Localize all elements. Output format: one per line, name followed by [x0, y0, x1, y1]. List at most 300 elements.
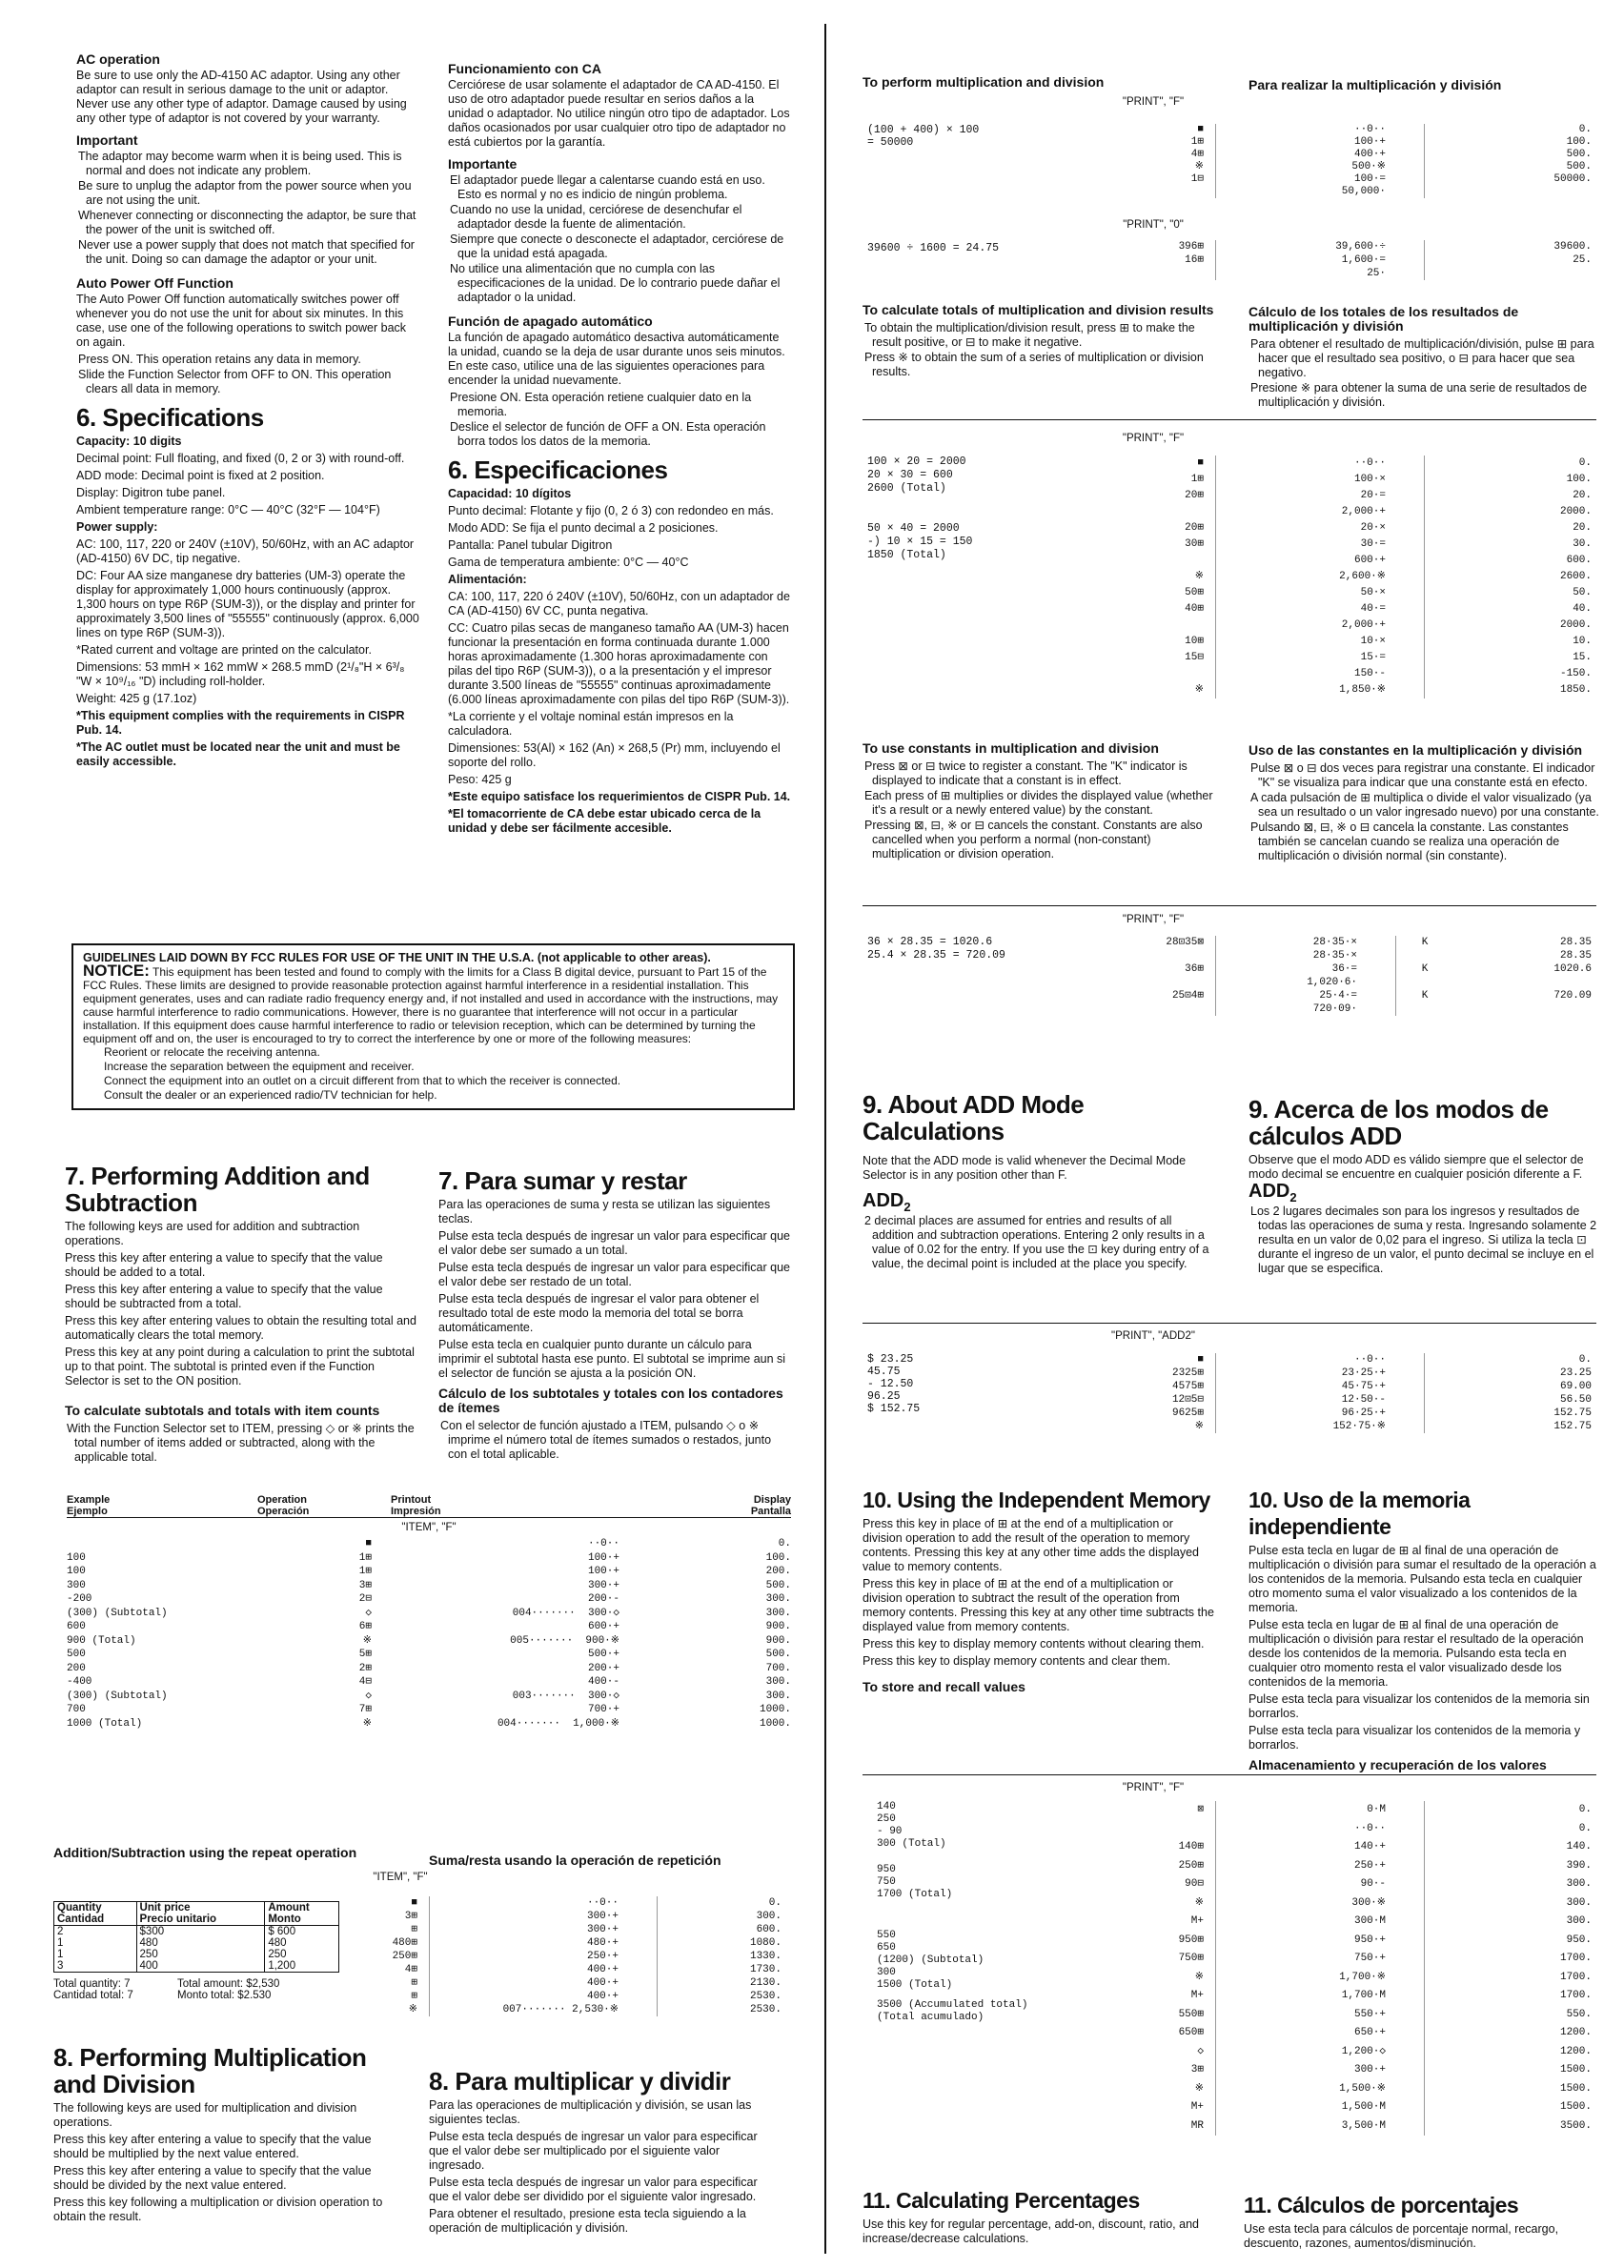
op-printout: 480·+ — [429, 1936, 658, 1950]
store-ex-line: 1500 (Total) — [877, 1979, 953, 1991]
s10-en-item: Press this key in place of ⊞ at the end of a multiplication or division operation to add the result of the operation to memory contents. Pressing this key at any other time adds the displayed value to memory contents. — [863, 1517, 1199, 1573]
op-key: 36⊞ — [1185, 963, 1204, 975]
op-row — [1125, 650, 1592, 666]
op-row — [1125, 1380, 1592, 1393]
spec-es-item: Alimentación: — [448, 573, 527, 586]
op-row — [1125, 186, 1592, 198]
ex-example: 100 — [67, 1551, 86, 1564]
op-display: 2000. — [1559, 619, 1592, 631]
op-display: 500. — [1566, 149, 1592, 160]
op-display: 300. — [1566, 1878, 1592, 1890]
ex-example: 600 — [67, 1621, 86, 1632]
tot-en-item: To obtain the multiplication/division result, press ⊞ to make the result positive, or ⊟ to make it negative. — [864, 321, 1195, 349]
op-key: ■ — [1197, 457, 1204, 469]
ex-operation: 2⊞ — [358, 1662, 372, 1674]
spec-en-item: *Rated current and voltage are printed on the calculator. — [76, 643, 372, 657]
op-printout: 3,500·M — [1215, 2117, 1425, 2136]
op-key: 650⊞ — [1178, 2027, 1204, 2038]
section9-es — [1248, 1096, 1601, 1277]
ex-printout: 700·+ — [587, 1704, 619, 1715]
op-printout: 25· — [1215, 267, 1425, 280]
op-display: 3500. — [1559, 2119, 1592, 2132]
ex-rows — [67, 1537, 791, 1731]
op-printout: 28·35·× 28·35·× — [1215, 936, 1396, 962]
op-key: 25⊡4⊞ — [1171, 990, 1204, 1002]
op-key: 250⊞ — [392, 1951, 417, 1962]
fcc-title: GUIDELINES LAID DOWN BY FCC RULES FOR USE OF THE UNIT IN THE U.S.A. (not applicable to other areas). — [83, 951, 711, 964]
op-row — [1125, 601, 1592, 618]
op-row — [1125, 618, 1592, 634]
op-printout: 1,500·M — [1215, 2098, 1425, 2117]
table-cell: 1,200 — [268, 1960, 296, 1972]
op-printout: 400·+ — [429, 1976, 658, 1990]
tot-ex-line: 2600 (Total) — [867, 482, 946, 495]
table-cell: 480 — [136, 1937, 265, 1949]
op-display: 550. — [1566, 2008, 1592, 2020]
ac-en-body: Be sure to use only the AD-4150 AC adaptor. Using any other adaptor can result in serious damage to the unit or adaptor. Never use any other type of adaptor. Damage caused by using any other type of adaptor is not covered by your warranty. — [76, 69, 407, 125]
table-cell: 480 — [268, 1937, 287, 1949]
op-row — [362, 1910, 782, 1923]
store-ex-line: 300 — [877, 1967, 896, 1978]
op-printout: 2,000·+ — [1215, 618, 1425, 634]
op-row — [1125, 2080, 1592, 2099]
add-ops — [1125, 1353, 1592, 1433]
op-row — [1125, 2006, 1592, 2025]
item-en-body: With the Function Selector set to ITEM, pressing ◇ or ※ prints the total number of items added or subtracted, along with the applicable total. — [67, 1422, 415, 1464]
ex-example: 700 — [67, 1704, 86, 1715]
ex-example: 1000 (Total) — [67, 1717, 143, 1730]
table-cell: 250 — [268, 1949, 287, 1960]
op-key: 1⊞ — [1190, 136, 1204, 148]
op-key: MR — [1190, 2119, 1204, 2132]
const-es-item: A cada pulsación de ⊞ multiplica o divide el valor visualizado (ya sea un resultado o un valor ingresado nuevo) por una constante. — [1250, 791, 1599, 819]
op-display: 0. — [1578, 1822, 1592, 1834]
op-printout: 550·+ — [1215, 2006, 1425, 2025]
spec-es-item: *La corriente y el voltaje nominal están impresos en la calculadora. — [448, 710, 734, 738]
ac-es-body: Cerciórese de usar solamente el adaptador de CA AD-4150. El uso de otro adaptador puede resultar en serios daños a la unidad o adaptador. No utilice ningún otro tipo de adaptador. Los daños ocasionados por usar cualquier otro tipo de adaptador no está cubiertos por la garantía. — [448, 78, 790, 149]
section9-en — [863, 1091, 1215, 1272]
op-key: 50⊞ — [1185, 587, 1204, 598]
item-es-body: Con el selector de función ajustado a ITEM, pulsando ◇ o ※ imprime el número total de ítemes sumados o restados, junto con el total aplicable. — [440, 1419, 772, 1461]
fcc-item: Consult the dealer or an experienced radio/TV technician for help. — [104, 1088, 437, 1102]
const-ex-line: 25.4 × 28.35 = 720.09 — [867, 949, 1005, 962]
important-en-label: Important — [76, 132, 138, 148]
op-display: 720.09 — [1553, 990, 1592, 1002]
op-printout: 25·4·= 720·09· — [1215, 989, 1396, 1016]
repeat-total: Total amount: $2,530 — [177, 1978, 280, 1990]
repeat-mode: "ITEM", "F" — [373, 1872, 428, 1883]
op-printout: 50,000· — [1215, 186, 1425, 198]
op-row — [1125, 1420, 1592, 1433]
ex-printout: 300·+ — [587, 1579, 619, 1591]
op-key: 15⊟ — [1185, 652, 1204, 663]
ex-display: 300. — [765, 1607, 791, 1619]
important-en-item: Never use a power supply that does not match that specified for the unit. Doing so can damage the adaptor or your unit. — [78, 238, 415, 266]
apo-es-item: Deslice el selector de función de OFF a ON. Esta operación borra todos los datos de la memoria. — [450, 420, 766, 448]
s11-es-title: 11. Cálculos de porcentajes — [1244, 2193, 1519, 2217]
add-ex-line: 96.25 — [867, 1390, 901, 1403]
tot-es-title: Cálculo de los totales de los resultados de multiplicación y división — [1248, 304, 1519, 334]
store-mode: "PRINT", "F" — [1122, 1782, 1185, 1793]
ex-row — [67, 1579, 791, 1593]
ex-display: 500. — [765, 1579, 791, 1591]
store-ex-line: 1700 (Total) — [877, 1889, 953, 1900]
store-ops — [1125, 1801, 1592, 2136]
left-column-es — [448, 62, 791, 839]
s7-es-item: Pulse esta tecla después de ingresar un valor para especificar que el valor debe ser sumado a un total. — [438, 1229, 790, 1257]
op-display: 25. — [1573, 254, 1592, 266]
spec-en-item: *This equipment complies with the requirements in CISPR Pub. 14. — [76, 709, 405, 737]
ex-printout: 200·- — [587, 1593, 619, 1605]
op-display: 0. — [1578, 1354, 1592, 1366]
op-key — [1125, 186, 1215, 198]
repeat-en-title: Addition/Subtraction using the repeat operation — [53, 1845, 357, 1860]
op-row — [1125, 537, 1592, 553]
ex-display: 1000. — [759, 1717, 791, 1730]
op-printout: 500·※ — [1215, 161, 1425, 173]
op-printout: 90·- — [1215, 1875, 1425, 1894]
store-ex-line: 3500 (Accumulated total) (Total acumulado) — [877, 1999, 1028, 2023]
op-printout: 40·= — [1215, 601, 1425, 618]
md-ex1-ops — [1125, 124, 1592, 198]
tot-ex — [867, 456, 1058, 562]
op-key — [1125, 618, 1215, 634]
op-row — [1125, 2117, 1592, 2136]
op-display: 390. — [1566, 1859, 1592, 1872]
op-printout: 150·- — [1215, 666, 1425, 682]
ex-display: 300. — [765, 1593, 791, 1605]
important-en-item: Whenever connecting or disconnecting the adaptor, be sure that the power of the unit is switched off. — [78, 209, 416, 236]
spec-es-item: Capacidad: 10 dígitos — [448, 487, 572, 500]
op-row — [1125, 569, 1592, 585]
important-es-item: Siempre que conecte o desconecte el adaptador, cerciórese de que la unidad está apagada. — [450, 233, 784, 260]
op-row — [1125, 1838, 1592, 1857]
op-display: 30. — [1573, 538, 1592, 550]
s8-es-intro: Para las operaciones de multiplicación y división, se usan las siguientes teclas. — [429, 2098, 752, 2126]
ex-header-example: Example Ejemplo — [67, 1494, 111, 1517]
op-row — [1125, 634, 1592, 650]
op-printout: 96·25·+ — [1215, 1407, 1425, 1420]
op-row — [1125, 1875, 1592, 1894]
op-key — [1125, 267, 1215, 280]
repeat-total: Total quantity: 7 — [53, 1978, 131, 1990]
op-key: ⊠ — [1197, 1804, 1204, 1815]
apo-es-item: Presione ON. Esta operación retiene cualquier dato en la memoria. — [450, 391, 752, 418]
op-key: ⊞ — [411, 1977, 417, 1989]
op-display: 500. — [1566, 161, 1592, 172]
op-key: 950⊞ — [1178, 1934, 1204, 1946]
ex-operation: ※ — [362, 1717, 372, 1730]
table-row — [54, 1926, 339, 1938]
ac-es-title: Funcionamiento con CA — [448, 61, 601, 76]
store-ex-line: 550 — [877, 1930, 896, 1941]
item-example-table — [67, 1494, 791, 1731]
tot-en — [863, 303, 1215, 380]
op-display: 600. — [756, 1924, 782, 1935]
add2-en-label: $ADD_2$ — [863, 1190, 911, 1214]
op-key: 90⊟ — [1185, 1878, 1204, 1890]
op-display: 1200. — [1559, 2027, 1592, 2038]
op-key: 4⊞ — [404, 1964, 417, 1975]
store-ex-line: 300 (Total) — [877, 1838, 946, 1850]
op-display: 1730. — [749, 1964, 782, 1975]
op-display — [1425, 267, 1592, 280]
ex-display: 300. — [765, 1676, 791, 1688]
s7-en-item: Press this key at any point during a calculation to print the subtotal up to that point. The subtotal is printed even if the Function Selector is set to the ON position. — [65, 1346, 415, 1387]
spec-en-item: Decimal point: Full floating, and fixed (0, 2 or 3) with round-off. — [76, 452, 405, 465]
add-ex-line: $ 152.75 — [867, 1403, 921, 1415]
repeat-total: Cantidad total: 7 — [53, 1990, 133, 2001]
ex-display: 500. — [765, 1649, 791, 1660]
op-display: 152.75 — [1553, 1421, 1592, 1432]
const-ops — [1096, 936, 1592, 1016]
store-ex-line: - 90 — [877, 1826, 903, 1837]
op-display: 20. — [1573, 490, 1592, 501]
op-printout: 1,600·= — [1215, 253, 1425, 267]
op-key: ■ — [411, 1897, 417, 1909]
s9-en-title: 9. About ADD Mode Calculations — [863, 1090, 1085, 1145]
ex-printout: 003······· 300·◇ — [512, 1690, 619, 1702]
op-key: 16⊞ — [1185, 254, 1204, 266]
s7-en-item: Press this key after entering values to obtain the resulting total and automatically clears the total memory. — [65, 1314, 416, 1342]
store-ex-line: (1200) (Subtotal) — [877, 1954, 985, 1966]
op-row — [1125, 1353, 1592, 1367]
op-key: 2325⊞ — [1171, 1367, 1204, 1379]
fcc-item: Connect the equipment into an outlet on a circuit different from that to which the receiver is connected. — [104, 1074, 621, 1087]
tot-ex-line: 100 × 20 = 2000 — [867, 456, 966, 468]
op-key: ※ — [1194, 161, 1204, 172]
ex-example: -200 — [67, 1593, 92, 1605]
op-printout: 50·× — [1215, 585, 1425, 601]
ex-display: 900. — [765, 1621, 791, 1632]
important-es-item: Cuando no use la unidad, cerciórese de desenchufar el adaptador desde la fuente de alimentación. — [450, 203, 742, 231]
op-indicator: K — [1421, 937, 1429, 948]
op-key: ※ — [1194, 2082, 1204, 2095]
op-key: ※ — [1194, 571, 1204, 582]
tot-en-title: To calculate totals of multiplication and division results — [863, 302, 1214, 317]
op-display: 1330. — [749, 1951, 782, 1962]
op-row — [1125, 240, 1592, 253]
op-key: 10⊞ — [1185, 636, 1204, 647]
ex-operation: 6⊞ — [358, 1621, 372, 1632]
op-key: M+ — [1190, 1990, 1204, 2001]
op-row — [1125, 1913, 1592, 1932]
s8-es-title: 8. Para multiplicar y dividir — [429, 2067, 731, 2096]
spec-en-item: *The AC outlet must be located near the unit and must be easily accessible. — [76, 740, 400, 768]
op-key: ◇ — [1197, 2045, 1204, 2057]
op-printout: 600·+ — [1215, 553, 1425, 569]
op-row — [1125, 504, 1592, 520]
spec-en-item: Display: Digitron tube panel. — [76, 486, 226, 499]
op-display — [1425, 186, 1592, 198]
op-printout: ··0·· — [1215, 124, 1425, 136]
apo-es-title: Función de apagado automático — [448, 314, 653, 329]
op-display: 50000. — [1553, 173, 1592, 185]
ex-display: 200. — [765, 1566, 791, 1577]
op-row — [1125, 1950, 1592, 1969]
op-row — [362, 1923, 782, 1936]
op-display: 1500. — [1559, 2101, 1592, 2113]
op-printout: 140·+ — [1215, 1838, 1425, 1857]
s7-en-item: Press this key after entering a value to specify that the value should be added to a total. — [65, 1251, 383, 1279]
op-display: 1500. — [1559, 2064, 1592, 2076]
op-printout: 300·※ — [1215, 1894, 1425, 1914]
ex-example — [67, 1537, 257, 1551]
store-es-title: Almacenamiento y recuperación de los valores — [1248, 1757, 1547, 1772]
ex-operation: 2⊟ — [358, 1593, 372, 1605]
op-printout: 250·+ — [429, 1950, 658, 1963]
ex-operation: 7⊞ — [358, 1704, 372, 1715]
s7-es-intro: Para las operaciones de suma y resta se utilizan las siguientes teclas. — [438, 1198, 771, 1225]
op-row — [1125, 1367, 1592, 1380]
ex-row — [67, 1592, 791, 1607]
ex-example: (300) (Subtotal) — [67, 1607, 168, 1619]
add2-en-body: 2 decimal places are assumed for entries and results of all addition and subtraction operations. Entering 2 only results in a value of 0.02 for the entry. If you use the ⊡ key during entry of a value, the decimal point is included at the place you specify. — [864, 1214, 1209, 1270]
op-printout: 400·+ — [429, 1963, 658, 1976]
const-es-title: Uso de las constantes en la multiplicación y división — [1248, 742, 1583, 758]
fcc-item: Increase the separation between the equipment and receiver. — [104, 1060, 415, 1073]
important-es-item: El adaptador puede llegar a calentarse cuando está en uso. Esto es normal y no es indicio de ningún problema. — [450, 173, 765, 201]
ex-operation: 1⊞ — [358, 1551, 372, 1564]
op-display: 300. — [1566, 1915, 1592, 1927]
s7-es-title: 7. Para sumar y restar — [438, 1166, 687, 1195]
s9-es-title: 9. Acerca de los modos de cálculos ADD — [1248, 1095, 1549, 1150]
op-printout: 300·+ — [429, 1910, 658, 1923]
section11-en — [863, 2187, 1215, 2249]
ac-en-title: AC operation — [76, 51, 160, 67]
op-printout: 152·75·※ — [1215, 1420, 1425, 1433]
ex-printout: 005······· 900·※ — [510, 1634, 619, 1647]
op-printout: 2,000·+ — [1215, 504, 1425, 520]
op-display: 1850. — [1559, 684, 1592, 696]
op-row — [1125, 267, 1592, 280]
op-display: 10. — [1573, 636, 1592, 647]
add-ex-line: - 12.50 — [867, 1378, 914, 1390]
ex-display: 700. — [765, 1662, 791, 1674]
store-ex-line: 650 — [877, 1942, 896, 1954]
s8-en-title: 8. Performing Multiplication and Division — [53, 2043, 367, 2098]
table-cell: 400 — [136, 1960, 265, 1973]
md-ex2-ops — [1125, 240, 1592, 280]
op-key: 3⊞ — [1190, 2064, 1204, 2076]
op-printout: 400·+ — [429, 1990, 658, 2003]
op-printout: 1,500·※ — [1215, 2080, 1425, 2099]
op-printout: 2,600·※ — [1215, 569, 1425, 585]
apo-es-body: La función de apagado automático desactiva automáticamente la unidad, cuando se la deja de usar durante unos seis minutos. En este caso, utilice una de las siguientes operaciones para encender la unidad nuevamente. — [448, 331, 785, 387]
op-display: 1700. — [1559, 1953, 1592, 1964]
op-display: 0. — [768, 1897, 782, 1909]
op-printout: 100·= — [1215, 173, 1425, 186]
const-es-item: Pulse ⊠ o ⊟ dos veces para registrar una constante. El indicador "K" se visualiza para indicar que una constante está en efecto. — [1250, 761, 1595, 789]
ex-header-printout: Printout Impresión — [391, 1494, 441, 1517]
op-display: 39600. — [1553, 241, 1592, 253]
op-printout: 1,200·◇ — [1215, 2043, 1425, 2062]
s10-es-item: Pulse esta tecla para visualizar los contenidos de la memoria sin borrarlos. — [1248, 1692, 1590, 1720]
s11-en-body: Use this key for regular percentage, add-on, discount, ratio, and increase/decrease calculations. — [863, 2217, 1199, 2245]
op-key: ※ — [1194, 684, 1204, 696]
op-display: 1700. — [1559, 1990, 1592, 2001]
s8-en-item: Press this key after entering a value to specify that the value should be multiplied by the next value entered. — [53, 2133, 372, 2160]
op-key: 28⊡35⊠ — [1166, 937, 1204, 948]
op-indicator: K — [1421, 963, 1429, 975]
op-key: 4⊞ — [1190, 149, 1204, 160]
op-printout: 12·50·- — [1215, 1393, 1425, 1407]
op-row — [1125, 1969, 1592, 1988]
tot-ex-line: 20 × 30 = 600 — [867, 469, 953, 481]
store-en-title: To store and recall values — [863, 1679, 1025, 1694]
ex-row — [67, 1551, 791, 1566]
spec-es-title: 6. Especificaciones — [448, 456, 668, 484]
op-display: 69.00 — [1559, 1381, 1592, 1392]
tot-es — [1248, 305, 1601, 411]
ex-row — [67, 1690, 791, 1704]
op-key — [1125, 1820, 1215, 1839]
spec-es-item: Modo ADD: Se fija el punto decimal a 2 posiciones. — [448, 521, 719, 535]
op-printout: ··0·· — [429, 1896, 658, 1910]
tot-ex-line: 1850 (Total) — [867, 549, 946, 561]
ex-example: 200 — [67, 1662, 86, 1674]
op-key: M+ — [1190, 1915, 1204, 1927]
store-ex-line: 250 — [877, 1813, 896, 1825]
op-key: ■ — [1197, 124, 1204, 135]
op-row — [362, 1936, 782, 1950]
spec-es-item: *El tomacorriente de CA debe estar ubicado cerca de la unidad y debe ser fácilmente accesible. — [448, 807, 761, 835]
op-display: -150. — [1559, 668, 1592, 679]
s10-en-title: 10. Using the Independent Memory — [863, 1488, 1210, 1512]
op-display: 20. — [1573, 522, 1592, 534]
op-row — [362, 1950, 782, 1963]
const-en-title: To use constants in multiplication and division — [863, 740, 1159, 756]
const-en-item: Pressing ⊠, ⊟, ※ or ⊟ cancels the constant. Constants are also cancelled when you perform a normal (non-constant) multiplication or division operation. — [864, 819, 1203, 861]
table-cell: 1 — [54, 1949, 137, 1960]
ex-row — [67, 1703, 791, 1717]
page-divider — [824, 24, 826, 2254]
op-key — [1125, 553, 1215, 569]
s8-es-item: Pulse esta tecla después de ingresar un valor para especificar que el valor debe ser dividido por el siguiente valor ingresado. — [429, 2176, 758, 2203]
op-key: 4575⊞ — [1171, 1381, 1204, 1392]
s9-en-body: Note that the ADD mode is valid whenever the Decimal Mode Selector is in any position other than F. — [863, 1154, 1187, 1182]
ex-header-operation: Operation Operación — [257, 1494, 310, 1517]
const-ex — [867, 936, 1005, 962]
op-display: 100. — [1566, 474, 1592, 485]
op-row — [1096, 989, 1592, 1016]
ex-printout: 600·+ — [587, 1621, 619, 1632]
op-display: 140. — [1566, 1841, 1592, 1853]
s7-en-intro: The following keys are used for addition and subtraction operations. — [65, 1220, 360, 1247]
op-printout: ··0·· — [1215, 456, 1425, 472]
op-row — [1125, 1857, 1592, 1876]
op-row — [1125, 1932, 1592, 1951]
s9-es-body: Observe que el modo ADD es válido siempre que el selector de modo decimal se encuentre en cualquier posición diferente a F. — [1248, 1153, 1584, 1181]
op-printout: 36·= 1,020·6· — [1215, 962, 1396, 989]
op-printout: 1,850·※ — [1215, 682, 1425, 699]
s7-en-item: Press this key after entering a value to specify that the value should be subtracted from a total. — [65, 1283, 383, 1310]
spec-es-item: Pantalla: Panel tubular Digitron — [448, 538, 613, 552]
op-key: 550⊞ — [1178, 2008, 1204, 2020]
op-key: 12⊡5⊟ — [1171, 1394, 1204, 1406]
ex-printout: 004······· 1,000·※ — [497, 1717, 619, 1730]
apo-en-item: Slide the Function Selector from OFF to ON. This operation clears all data in memory. — [78, 368, 392, 395]
op-row — [362, 1896, 782, 1910]
op-row — [1125, 253, 1592, 267]
ex-printout: 100·+ — [587, 1566, 619, 1577]
add-ex-line: 45.75 — [867, 1366, 901, 1378]
op-row — [1125, 161, 1592, 173]
table-row — [54, 1960, 339, 1973]
table-cell: 1 — [54, 1937, 137, 1949]
fcc-notice-label: NOTICE: — [83, 962, 150, 980]
table-cell: 3 — [54, 1960, 137, 1973]
